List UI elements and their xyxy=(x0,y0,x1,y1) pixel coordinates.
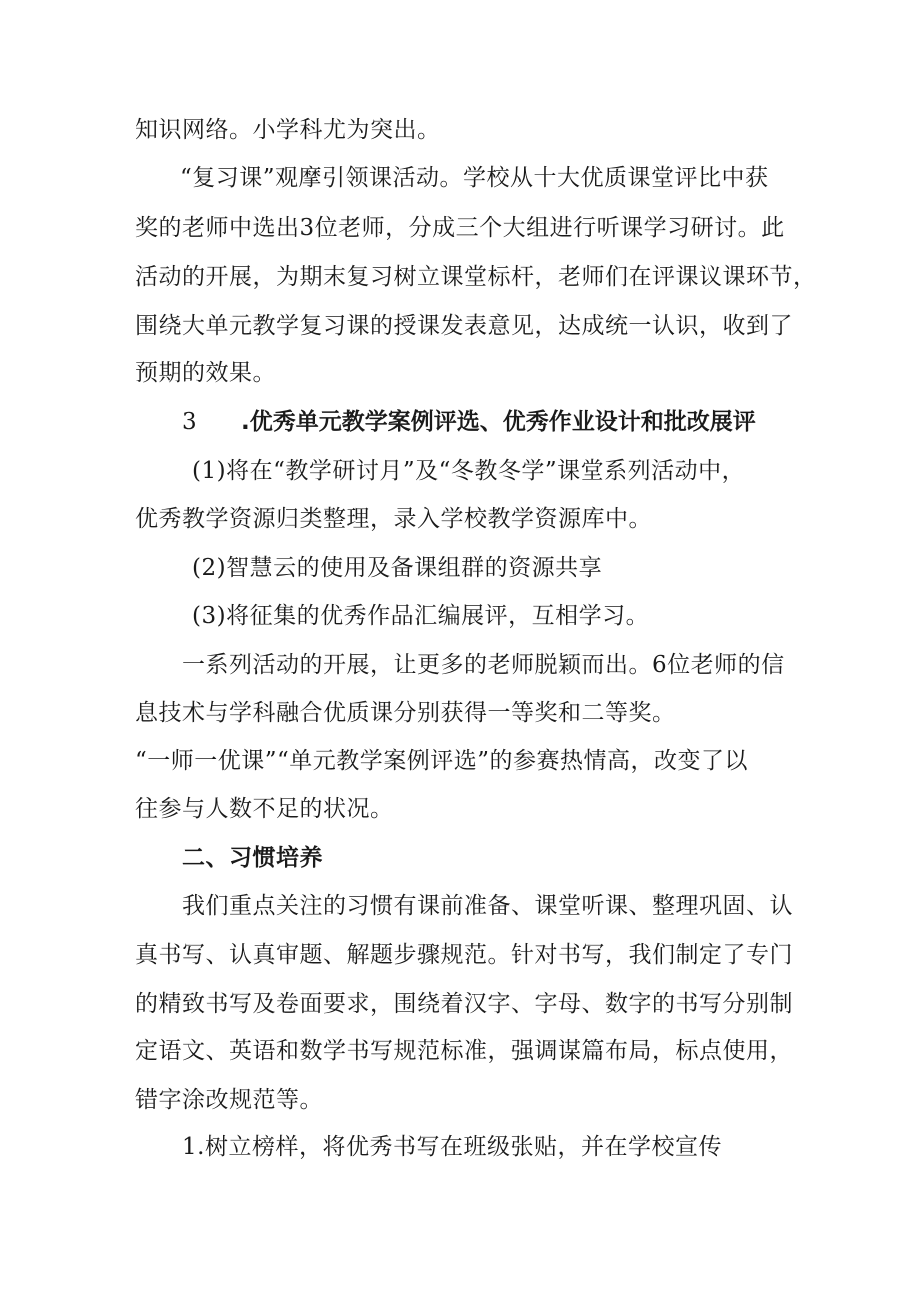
text-line: 奖的老师中选出3位老师，分成三个大组进行听课学习研讨。此 xyxy=(135,215,785,241)
section-heading: .优秀单元教学案例评选、优秀作业设计和批改展评 xyxy=(241,409,756,435)
list-item: (3)将征集的优秀作品汇编展评，互相学习。 xyxy=(192,603,650,629)
text-line: 的精致书写及卷面要求，围绕着汉字、字母、数字的书写分别制 xyxy=(135,991,793,1017)
text-line: “复习课”观摩引领课活动。学校从十大优质课堂评比中获 xyxy=(180,165,769,191)
text-line: 活动的开展，为期末复习树立课堂标杆，老师们在评课议课环节， xyxy=(135,264,817,290)
text-line: 往参与人数不足的状况。 xyxy=(135,796,394,822)
text-line: 定语文、英语和数学书写规范标准，强调谋篇布局，标点使用， xyxy=(135,1038,793,1064)
text-line: 预期的效果。 xyxy=(135,360,276,386)
text-line: 一系列活动的开展，让更多的老师脱颖而出。6位老师的信 xyxy=(182,652,785,678)
text-line: 我们重点关注的习惯有课前准备、课堂听课、整理巩固、认 xyxy=(182,893,793,919)
text-line: “一师一优课”“单元教学案例评选”的参赛热情高，改变了以 xyxy=(135,748,749,774)
list-item: 1.树立榜样，将优秀书写在班级张贴，并在学校宣传 xyxy=(182,1134,722,1160)
section-number: 3 xyxy=(182,409,197,435)
text-line: 围绕大单元教学复习课的授课发表意见，达成统一认识，收到了 xyxy=(135,313,793,339)
list-item: (1)将在“教学研讨月”及“冬教冬学”课堂系列活动中， xyxy=(192,458,746,484)
list-item: (2)智慧云的使用及备课组群的资源共享 xyxy=(192,555,603,581)
section-heading: 二、习惯培养 xyxy=(182,845,323,871)
text-line: 真书写、认真审题、解题步骤规范。针对书写，我们制定了专门 xyxy=(135,942,793,968)
text-line: 错字涂改规范等。 xyxy=(135,1087,323,1113)
text-line: 知识网络。小学科尤为突出。 xyxy=(135,117,441,143)
text-line: 优秀教学资源归类整理，录入学校教学资源库中。 xyxy=(135,506,652,532)
text-line: 息技术与学科融合优质课分别获得一等奖和二等奖。 xyxy=(135,700,676,726)
